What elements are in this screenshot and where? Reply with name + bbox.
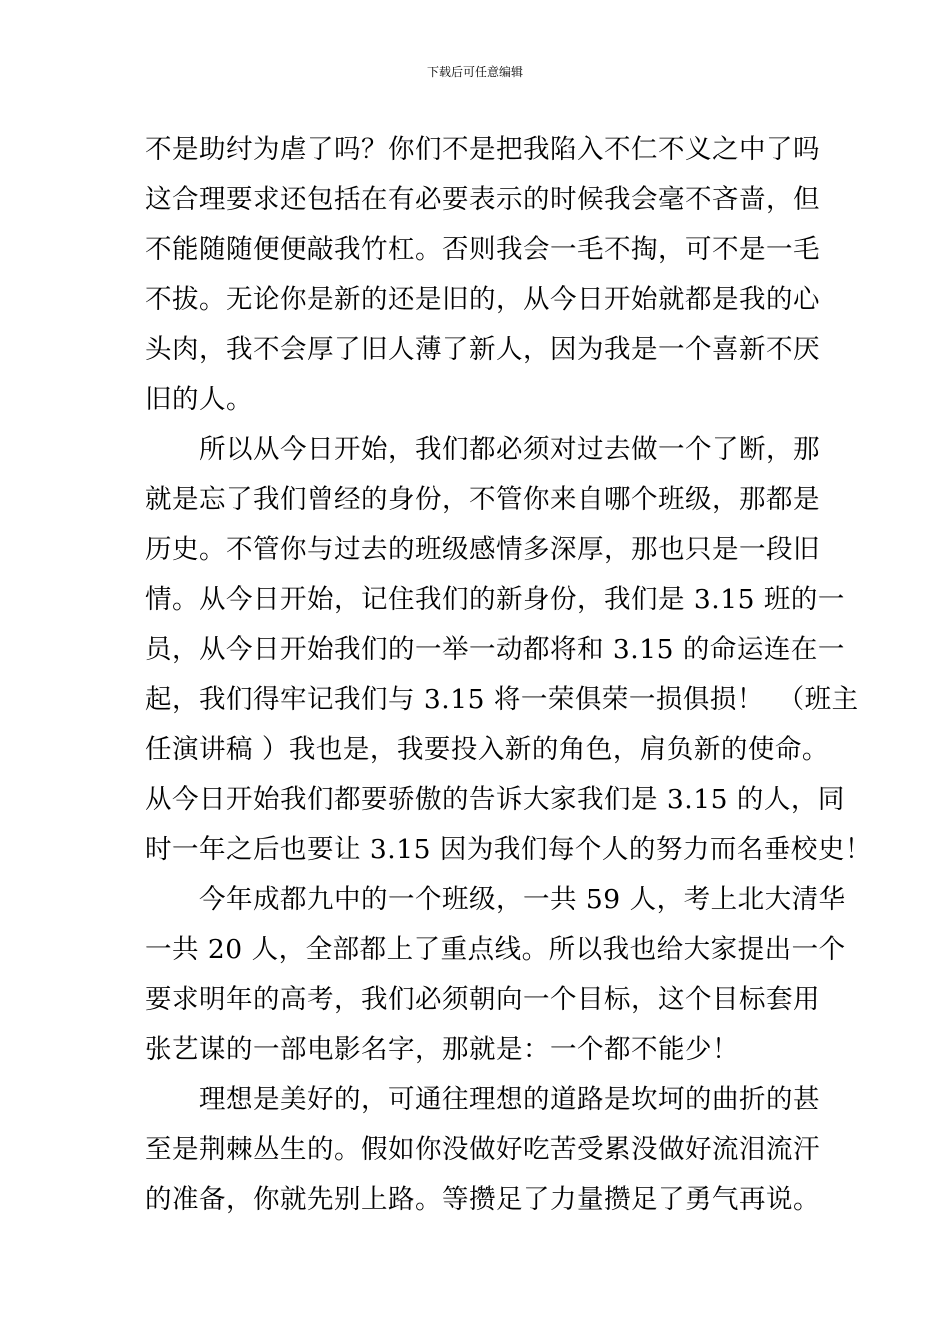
text-line: 旧的人。 (145, 384, 253, 415)
text-line: 员，从今日开始我们的一举一动都将和 3.15 的命运连在一 (145, 634, 845, 665)
text-line: 头肉，我不会厚了旧人薄了新人，因为我是一个喜新不厌 (145, 334, 820, 365)
text-line: 的准备，你就先别上路。等攒足了力量攒足了勇气再说。 (145, 1184, 820, 1215)
text-line: 任演讲稿 ）我也是，我要投入新的角色，肩负新的使命。 (145, 734, 829, 765)
text-line: 起，我们得牢记我们与 3.15 将一荣俱荣一损俱损！ （班主 (145, 684, 859, 715)
text-line: 至是荆棘丛生的。假如你没做好吃苦受累没做好流泪流汗 (145, 1134, 820, 1165)
text-line: 就是忘了我们曾经的身份，不管你来自哪个班级，那都是 (145, 484, 820, 515)
text-line: 不能随随便便敲我竹杠。否则我会一毛不掏，可不是一毛 (145, 234, 820, 265)
page-header-note: 下载后可任意编辑 (426, 65, 523, 79)
document-body (145, 125, 872, 1225)
text-line: 张艺谋的一部电影名字，那就是：一个都不能少！ (145, 1034, 739, 1065)
text-line: 要求明年的高考，我们必须朝向一个目标，这个目标套用 (145, 984, 820, 1015)
text-line: 从今日开始我们都要骄傲的告诉大家我们是 3.15 的人，同 (145, 784, 845, 815)
text-line: 理想是美好的，可通往理想的道路是坎坷的曲折的甚 (145, 1084, 820, 1115)
text-line: 历史。不管你与过去的班级感情多深厚，那也只是一段旧 (145, 534, 820, 565)
text-line: 今年成都九中的一个班级，一共 59 人，考上北大清华 (145, 884, 846, 915)
text-line: 情。从今日开始，记住我们的新身份，我们是 3.15 班的一 (145, 584, 845, 615)
text-line: 时一年之后也要让 3.15 因为我们每个人的努力而名垂校史！ (145, 834, 872, 865)
text-line: 这合理要求还包括在有必要表示的时候我会毫不吝啬，但 (145, 184, 820, 215)
text-line: 一共 20 人，全部都上了重点线。所以我也给大家提出一个 (145, 934, 846, 965)
text-line: 所以从今日开始，我们都必须对过去做一个了断，那 (145, 434, 820, 465)
text-line: 不拔。无论你是新的还是旧的，从今日开始就都是我的心 (145, 284, 820, 315)
text-line: 不是助纣为虐了吗？你们不是把我陷入不仁不义之中了吗 (145, 134, 820, 165)
